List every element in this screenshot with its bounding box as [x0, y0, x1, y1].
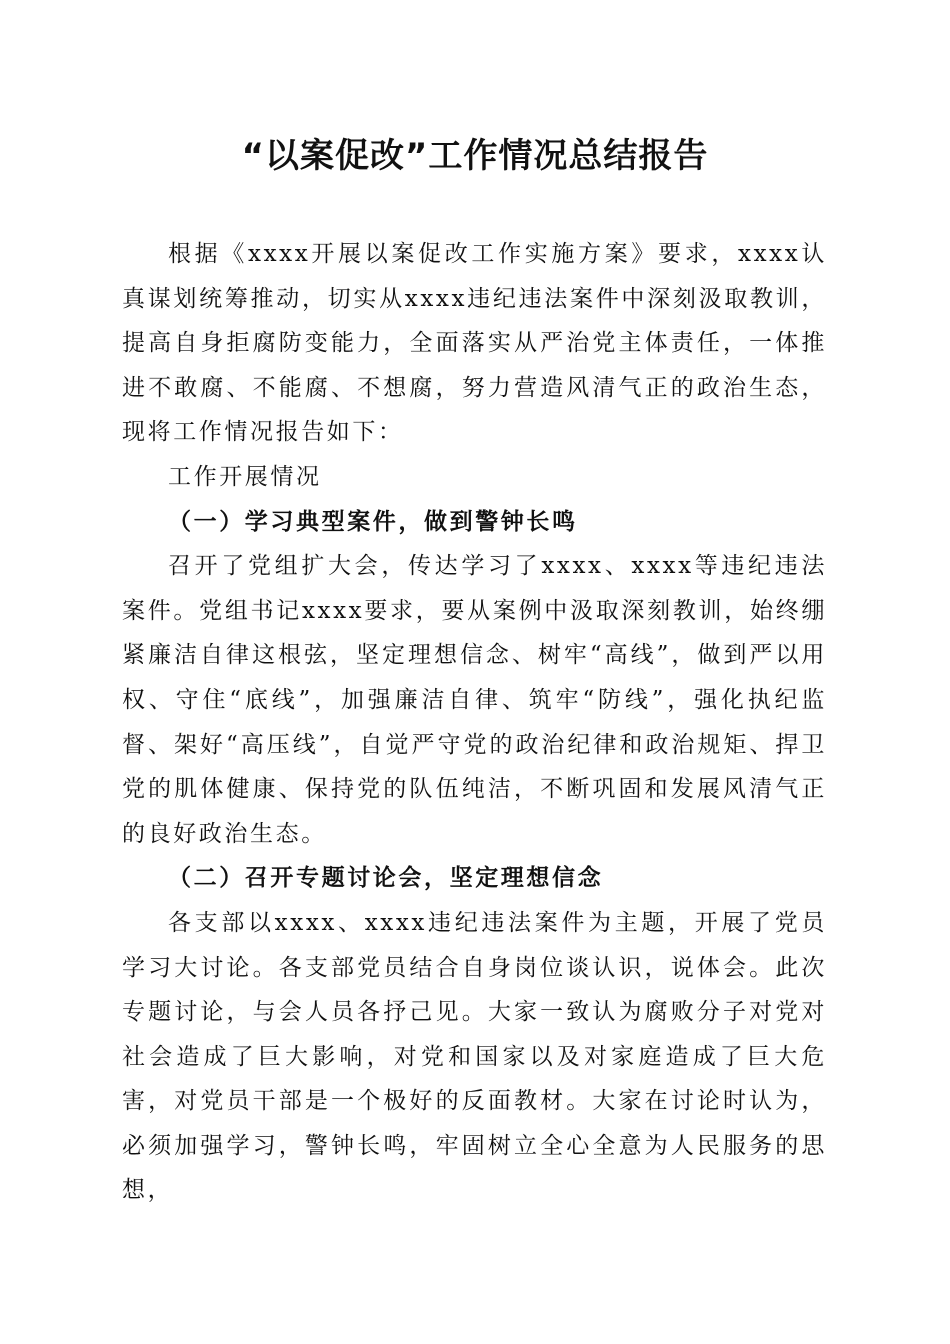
- subsection-heading-2: （二）召开专题讨论会，坚定理想信念: [168, 864, 604, 892]
- subsection-paragraph-1: 召开了党组扩大会，传达学习了xxxx、xxxx等违纪违法案件。党组书记xxxx要求，要从案例中汲取深刻教训，始终绷紧廉洁自律这根弦，坚定理想信念、树牢“高线”，做到严以用权、守住“底线”，加强廉洁自律、筑牢“防线”，强化执纪监督、架好“高压线”，自觉严守党的政治纪律和政治规矩、捍卫党的肌体健康、保持党的队伍纯洁，不断巩固和发展风清气正的良好政治生态。: [122, 553, 827, 847]
- subsection-heading-1: （一）学习典型案件，做到警钟长鸣: [168, 507, 578, 535]
- intro-paragraph: 根据《xxxx开展以案促改工作实施方案》要求，xxxx认真谋划统筹推动，切实从xxxx违纪违法案件中深刻汲取教训，提高自身拒腐防变能力，全面落实从严治党主体责任，一体推进不敢腐、不能腐、不想腐，努力营造风清气正的政治生态，现将工作情况报告如下：: [122, 241, 827, 446]
- document-body: [122, 232, 827, 1213]
- subsection-paragraph-2: 各支部以xxxx、xxxx违纪违法案件为主题，开展了党员学习大讨论。各支部党员结合自身岗位谈认识，说体会。此次专题讨论，与会人员各抒己见。大家一致认为腐败分子对党对社会造成了巨大影响，对党和国家以及对家庭造成了巨大危害，对党员干部是一个极好的反面教材。大家在讨论时认为，必须加强学习，警钟长鸣，牢固树立全心全意为人民服务的思想，: [122, 909, 827, 1204]
- document-title: “以案促改”工作情况总结报告: [241, 136, 709, 176]
- section-heading: 工作开展情况: [168, 463, 322, 490]
